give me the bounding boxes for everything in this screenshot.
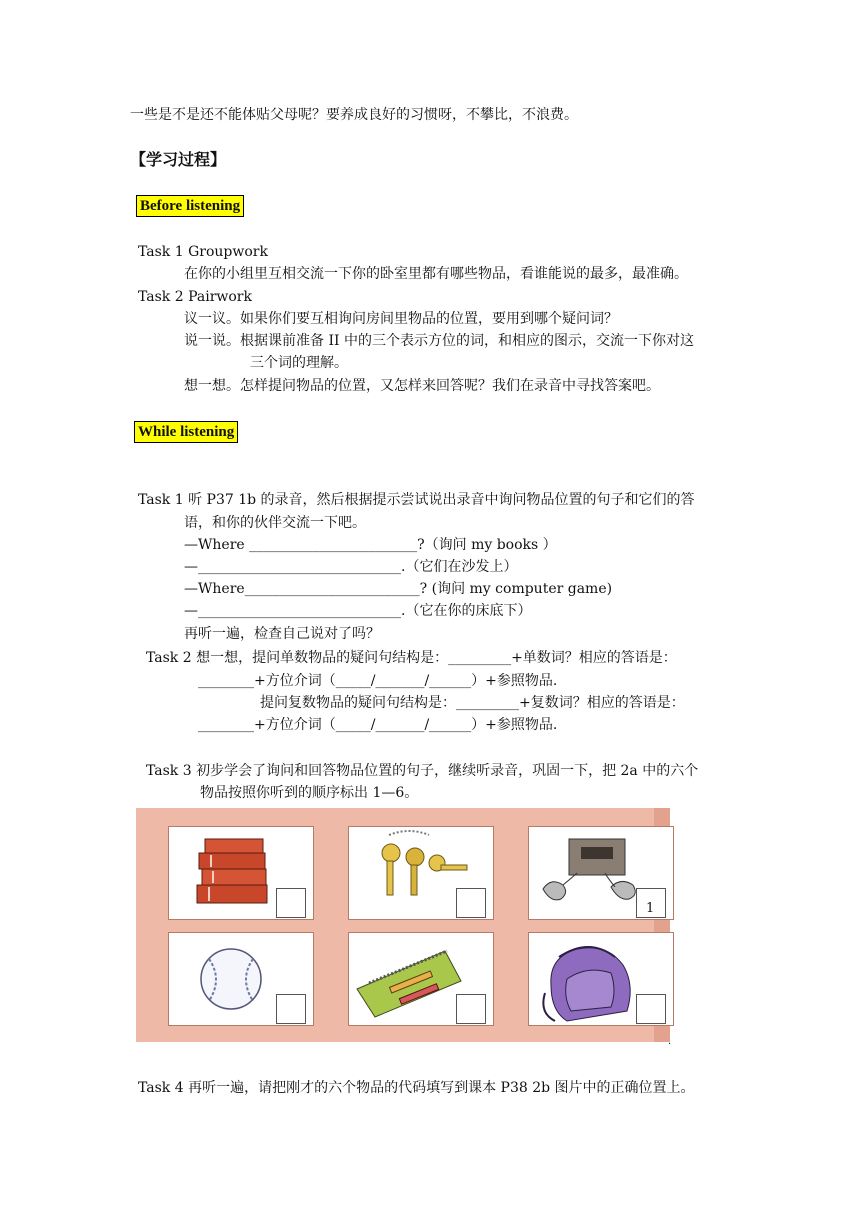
task1-title: Task 1 Groupwork [138,244,268,260]
section-heading: 【学习过程】 [130,150,227,169]
number-box-2[interactable] [456,888,486,918]
task2-line3: 三个词的理解。 [250,355,348,371]
intro-text: 一些是不是还不能体贴父母呢？要养成良好的习惯呀，不攀比，不浪费。 [130,107,578,123]
wl-task2-line4: ________+方位介词（_____/_______/______）+参照物品. [198,717,558,733]
number-box-6[interactable] [636,994,666,1024]
trailing-dot: . [668,1036,672,1047]
before-listening-label: Before listening [136,195,244,217]
image-corner-number: 1 [646,901,655,916]
wl-task2-line2: ________+方位介词（_____/_______/______）+参照物品. [198,673,558,689]
dialog-line-2: —_____________________________.（它们在沙发上） [184,559,518,575]
task2-line4: 想一想。怎样提问物品的位置，又怎样来回答呢？我们在录音中寻找答案吧。 [184,378,660,394]
wl-task3-line2: 物品按照你听到的顺序标出 1—6。 [200,785,419,801]
items-picture [136,808,670,1042]
check-line: 再听一遍，检查自己说对了吗？ [184,626,380,642]
wl-task1-line1: Task 1 听 P37 1b 的录音，然后根据提示尝试说出录音中询问物品位置的句子和它们的答 [138,492,695,508]
wl-task4-line1: Task 4 再听一遍，请把刚才的六个物品的代码填写到课本 P38 2b 图片中的正确位置上。 [138,1080,695,1096]
dialog-line-3: —Where_________________________? (询问 my computer game) [184,581,613,597]
dialog-line-4: —_____________________________.（它在你的床底下） [184,603,532,619]
task2-line1: 议一议。如果你们要互相询问房间里物品的位置，要用到哪个疑问词？ [184,311,618,327]
task2-line2: 说一说。根据课前准备 II 中的三个表示方位的词，和相应的图示，交流一下你对这 [184,333,694,349]
wl-task2-line1: Task 2 想一想，提问单数物品的疑问句结构是：_________+单数词？相应的答语是： [146,650,677,666]
wl-task2-line3: 提问复数物品的疑问句结构是：_________+复数词？相应的答语是： [260,695,685,711]
number-box-4[interactable] [276,994,306,1024]
wl-task3-line1: Task 3 初步学会了询问和回答物品位置的句子，继续听录音，巩固一下，把 2a 中的六个 [146,763,699,779]
number-box-5[interactable] [456,994,486,1024]
dialog-line-1: —Where ________________________?（询问 my books ） [184,537,557,553]
task1-body: 在你的小组里互相交流一下你的卧室里都有哪些物品，看谁能说的最多，最准确。 [184,266,688,282]
number-box-1[interactable] [276,888,306,918]
wl-task1-line2: 语，和你的伙伴交流一下吧。 [184,515,366,531]
task2-title: Task 2 Pairwork [138,289,252,305]
while-listening-label: While listening [134,421,238,443]
